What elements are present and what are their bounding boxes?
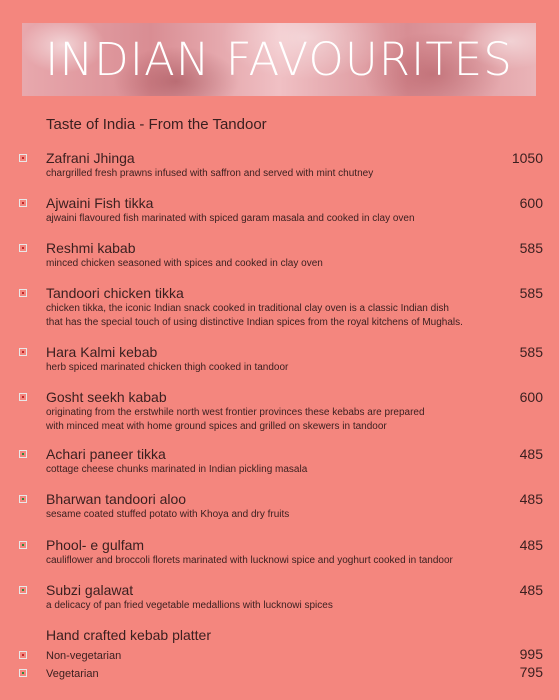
platter-option-name: Non-vegetarian bbox=[46, 650, 122, 662]
non-veg-marker-icon bbox=[19, 244, 27, 252]
veg-marker-icon bbox=[19, 586, 27, 594]
item-price: 585 bbox=[519, 285, 543, 301]
menu-banner bbox=[22, 23, 536, 96]
item-description bbox=[46, 406, 425, 434]
item-description bbox=[46, 508, 289, 522]
item-description-line: herb spiced marinated chicken thigh cooked in tandoor bbox=[46, 362, 289, 373]
item-price: 600 bbox=[519, 195, 543, 211]
item-name: Achari paneer tikka bbox=[46, 446, 166, 462]
platter-option-name: Vegetarian bbox=[46, 668, 99, 680]
item-description-line: chicken tikka, the iconic Indian snack cooked in traditional clay oven is a classic Indian dish bbox=[46, 303, 449, 314]
item-price: 600 bbox=[519, 389, 543, 405]
item-name: Hara Kalmi kebab bbox=[46, 344, 158, 360]
item-description-line: minced chicken seasoned with spices and cooked in clay oven bbox=[46, 258, 323, 269]
item-price: 485 bbox=[519, 582, 543, 598]
item-name: Gosht seekh kabab bbox=[46, 389, 167, 405]
item-name: Bharwan tandoori aloo bbox=[46, 491, 187, 507]
item-description-line: ajwaini flavoured fish marinated with spiced garam masala and cooked in clay oven bbox=[46, 213, 415, 224]
non-veg-marker-icon bbox=[19, 651, 27, 659]
platter-option-price: 995 bbox=[519, 646, 543, 662]
item-description bbox=[46, 599, 333, 613]
veg-marker-icon bbox=[19, 541, 27, 549]
item-description bbox=[46, 167, 373, 181]
item-name: Reshmi kabab bbox=[46, 240, 136, 256]
item-name: Subzi galawat bbox=[46, 582, 134, 598]
item-description-line: that has the special touch of using distinctive Indian spices from the royal kitchens of Mughals. bbox=[46, 317, 463, 328]
item-price: 485 bbox=[519, 491, 543, 507]
platter-option bbox=[0, 666, 559, 682]
item-description bbox=[46, 554, 453, 568]
item-description-line: with minced meat with home ground spices and grilled on skewers in tandoor bbox=[46, 421, 387, 432]
item-price: 1050 bbox=[511, 150, 543, 166]
item-description bbox=[46, 302, 463, 330]
item-description-line: sesame coated stuffed potato with Khoya and dry fruits bbox=[46, 509, 290, 520]
item-price: 485 bbox=[519, 446, 543, 462]
item-description-line: chargrilled fresh prawns infused with saffron and served with mint chutney bbox=[46, 168, 374, 179]
non-veg-marker-icon bbox=[19, 348, 27, 356]
item-description bbox=[46, 361, 288, 375]
non-veg-marker-icon bbox=[19, 199, 27, 207]
section-title: Taste of India - From the Tandoor bbox=[46, 116, 267, 133]
item-description bbox=[46, 463, 307, 477]
item-price: 585 bbox=[519, 240, 543, 256]
veg-marker-icon bbox=[19, 669, 27, 677]
item-description-line: cauliflower and broccoli florets marinated with lucknowi spice and yoghurt cooked in tandoor bbox=[46, 555, 453, 566]
non-veg-marker-icon bbox=[19, 154, 27, 162]
item-description-line: a delicacy of pan fried vegetable medallions with lucknowi spices bbox=[46, 600, 333, 611]
item-description-line: originating from the erstwhile north west frontier provinces these kebabs are prepared bbox=[46, 407, 425, 418]
item-name: Ajwaini Fish tikka bbox=[46, 195, 154, 211]
item-name: Zafrani Jhinga bbox=[46, 150, 135, 166]
item-price: 485 bbox=[519, 537, 543, 553]
item-description bbox=[46, 257, 323, 271]
item-name: Phool- e gulfam bbox=[46, 537, 145, 553]
non-veg-marker-icon bbox=[19, 289, 27, 297]
veg-marker-icon bbox=[19, 495, 27, 503]
item-description bbox=[46, 212, 415, 226]
non-veg-marker-icon bbox=[19, 393, 27, 401]
platter-option-price: 795 bbox=[519, 664, 543, 680]
item-name: Tandoori chicken tikka bbox=[46, 285, 184, 301]
item-description-line: cottage cheese chunks marinated in Indian pickling masala bbox=[46, 464, 308, 475]
menu-title: INDIAN FAVOURITES bbox=[45, 33, 513, 86]
veg-marker-icon bbox=[19, 450, 27, 458]
item-price: 585 bbox=[519, 344, 543, 360]
platter-option bbox=[0, 648, 559, 664]
platter-title: Hand crafted kebab platter bbox=[46, 627, 211, 643]
